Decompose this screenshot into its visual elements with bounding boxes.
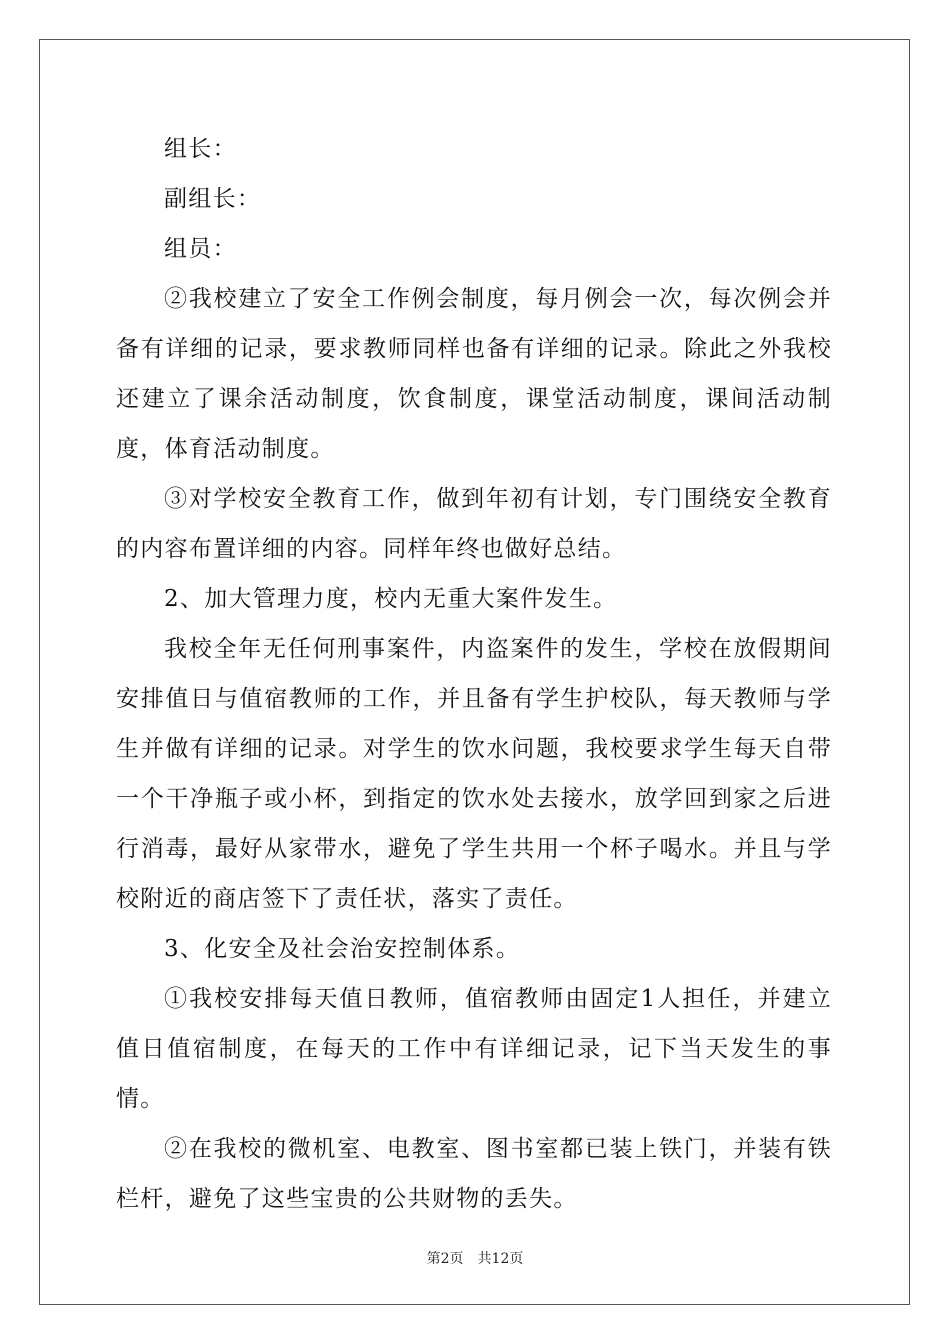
paragraph-no-cases: 我校全年无任何刑事案件，内盗案件的发生，学校在放假期间安排值日与值宿教师的工作，并且备有学生护校队，每天教师与学生并做有详细的记录。对学生的饮水问题，我校要求学生每天自带一个干净瓶子或小杯，到指定的饮水处去接水，放学回到家之后进行消毒，最好从家带水，避免了学生共用一个杯子喝水。并且与学校附近的商店签下了责任状，落实了责任。 <box>116 636 832 912</box>
heading-security-system: 3、化安全及社会治安控制体系。 <box>164 936 521 962</box>
paragraph-iron-doors: ②在我校的微机室、电教室、图书室都已装上铁门，并装有铁栏杆，避免了这些宝贵的公共财物的丢失。 <box>116 1136 832 1212</box>
paragraph-deputy-leader: 副组长： <box>164 186 262 212</box>
paragraph-duty-teachers: ①我校安排每天值日教师，值宿教师由固定1人担任，并建立值日值宿制度，在每天的工作中有详细记录，记下当天发生的事情。 <box>116 986 832 1112</box>
current-page-number: 第2页 <box>426 1251 464 1267</box>
paragraph-education-plan: ③对学校安全教育工作，做到年初有计划，专门围绕安全教育的内容布置详细的内容。同样年终也做好总结。 <box>116 486 832 562</box>
heading-management: 2、加大管理力度，校内无重大案件发生。 <box>164 586 618 612</box>
page-footer <box>0 1248 950 1268</box>
document-body <box>116 124 832 1224</box>
paragraph-group-leader: 组长： <box>164 136 237 162</box>
paragraph-members: 组员： <box>164 236 237 262</box>
total-page-count: 共12页 <box>477 1251 524 1267</box>
paragraph-meeting-system: ②我校建立了安全工作例会制度，每月例会一次，每次例会并备有详细的记录，要求教师同样也备有详细的记录。除此之外我校还建立了课余活动制度，饮食制度，课堂活动制度，课间活动制度，体育活动制度。 <box>116 286 832 462</box>
